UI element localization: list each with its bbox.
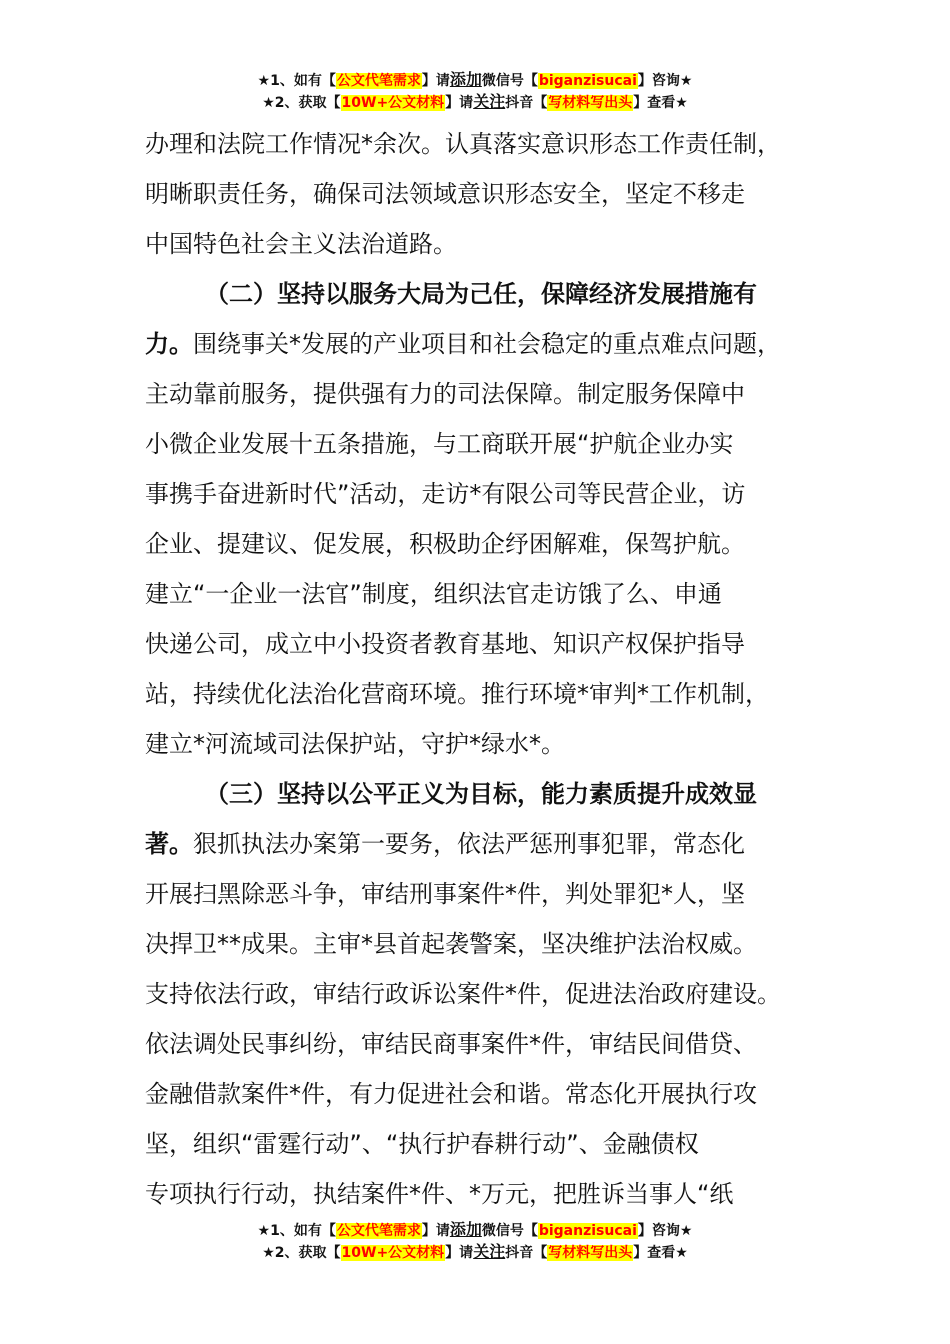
banner-text: 】咨询★ <box>637 1223 693 1239</box>
section-heading-tail: 著。 <box>145 830 193 858</box>
footer-banner-line-2 <box>0 1241 950 1263</box>
banner-underlined: 关注 <box>473 92 506 111</box>
banner-highlight: 写材料写出头 <box>548 95 633 111</box>
body-line: 建立*河流域司法保护站，守护*绿水*。 <box>145 730 565 758</box>
banner-text: 】请 <box>421 1223 450 1239</box>
body-line: 专项执行行动，执结案件*件、*万元，把胜诉当事人“纸 <box>145 1180 734 1208</box>
section-heading: （三）坚持以公平正义为目标，能力素质提升成效显 <box>205 780 757 808</box>
body-line: 开展扫黑除恶斗争，审结刑事案件*件，判处罪犯*人，坚 <box>145 880 745 908</box>
body-line: 主动靠前服务，提供强有力的司法保障。制定服务保障中 <box>145 380 745 408</box>
banner-highlight: 公文代笔需求 <box>336 73 421 89</box>
body-line: 小微企业发展十五条措施，与工商联开展“护航企业办实 <box>145 430 734 458</box>
body-line: 事携手奋进新时代”活动，走访*有限公司等民营企业，访 <box>145 480 746 508</box>
body-line: 坚，组织“雷霆行动”、“执行护春耕行动”、金融债权 <box>145 1130 699 1158</box>
banner-text: 】查看★ <box>633 95 688 111</box>
body-line: 支持依法行政，审结行政诉讼案件*件，促进法治政府建设。 <box>145 980 781 1008</box>
header-banner-line-2 <box>0 91 950 113</box>
body-line: 建立“一企业一法官”制度，组织法官走访饿了么、申通 <box>145 580 722 608</box>
body-line <box>145 319 835 369</box>
banner-text: 】请 <box>445 1245 474 1261</box>
banner-text: ★1、如有【 <box>257 73 336 89</box>
banner-text: 】请 <box>445 95 474 111</box>
banner-text: 】查看★ <box>633 1245 688 1261</box>
banner-text: 】请 <box>421 73 450 89</box>
banner-highlight: biganzisucai <box>538 1223 637 1239</box>
section-heading: （二）坚持以服务大局为己任，保障经济发展措施有 <box>205 280 757 308</box>
banner-underlined: 关注 <box>473 1242 506 1261</box>
banner-text: 抖音【 <box>505 95 548 111</box>
banner-highlight: 10W+公文材料 <box>341 1245 445 1261</box>
body-line: 中国特色社会主义法治道路。 <box>145 230 457 258</box>
banner-text: ★2、获取【 <box>262 1245 341 1261</box>
banner-highlight: biganzisucai <box>538 73 637 89</box>
banner-highlight: 公文代笔需求 <box>336 1223 421 1239</box>
footer-banner-line-1 <box>0 1219 950 1241</box>
body-line: 企业、提建议、促发展，积极助企纾困解难，保驾护航。 <box>145 530 745 558</box>
footer-banner <box>0 1219 950 1263</box>
banner-text: 】咨询★ <box>637 73 693 89</box>
banner-text: 抖音【 <box>505 1245 548 1261</box>
body-line <box>145 819 835 869</box>
banner-highlight: 写材料写出头 <box>548 1245 633 1261</box>
section-heading-tail: 力。 <box>145 330 193 358</box>
banner-text: ★1、如有【 <box>257 1223 336 1239</box>
banner-text: ★2、获取【 <box>262 95 341 111</box>
banner-highlight: 10W+公文材料 <box>341 95 445 111</box>
banner-underlined: 添加 <box>449 1220 482 1239</box>
body-line: 站，持续优化法治化营商环境。推行环境*审判*工作机制， <box>145 680 769 708</box>
body-line: 明晰职责任务，确保司法领域意识形态安全，坚定不移走 <box>145 180 745 208</box>
banner-text: 微信号【 <box>481 73 538 89</box>
body-text: 狠抓执法办案第一要务，依法严惩刑事犯罪，常态化 <box>193 830 745 858</box>
header-banner <box>0 69 950 113</box>
body-line: 快递公司，成立中小投资者教育基地、知识产权保护指导 <box>145 630 745 658</box>
body-text: 围绕事关*发展的产业项目和社会稳定的重点难点问题， <box>193 330 781 358</box>
banner-underlined: 添加 <box>449 70 482 89</box>
body-line: 办理和法院工作情况*余次。认真落实意识形态工作责任制， <box>145 130 781 158</box>
body-line: 金融借款案件*件，有力促进社会和谐。常态化开展执行攻 <box>145 1080 757 1108</box>
banner-text: 微信号【 <box>481 1223 538 1239</box>
body-line: 决捍卫**成果。主审*县首起袭警案，坚决维护法治权威。 <box>145 930 757 958</box>
body-line: 依法调处民事纠纷，审结民商事案件*件，审结民间借贷、 <box>145 1030 757 1058</box>
document-body <box>145 119 835 1219</box>
header-banner-line-1 <box>0 69 950 91</box>
